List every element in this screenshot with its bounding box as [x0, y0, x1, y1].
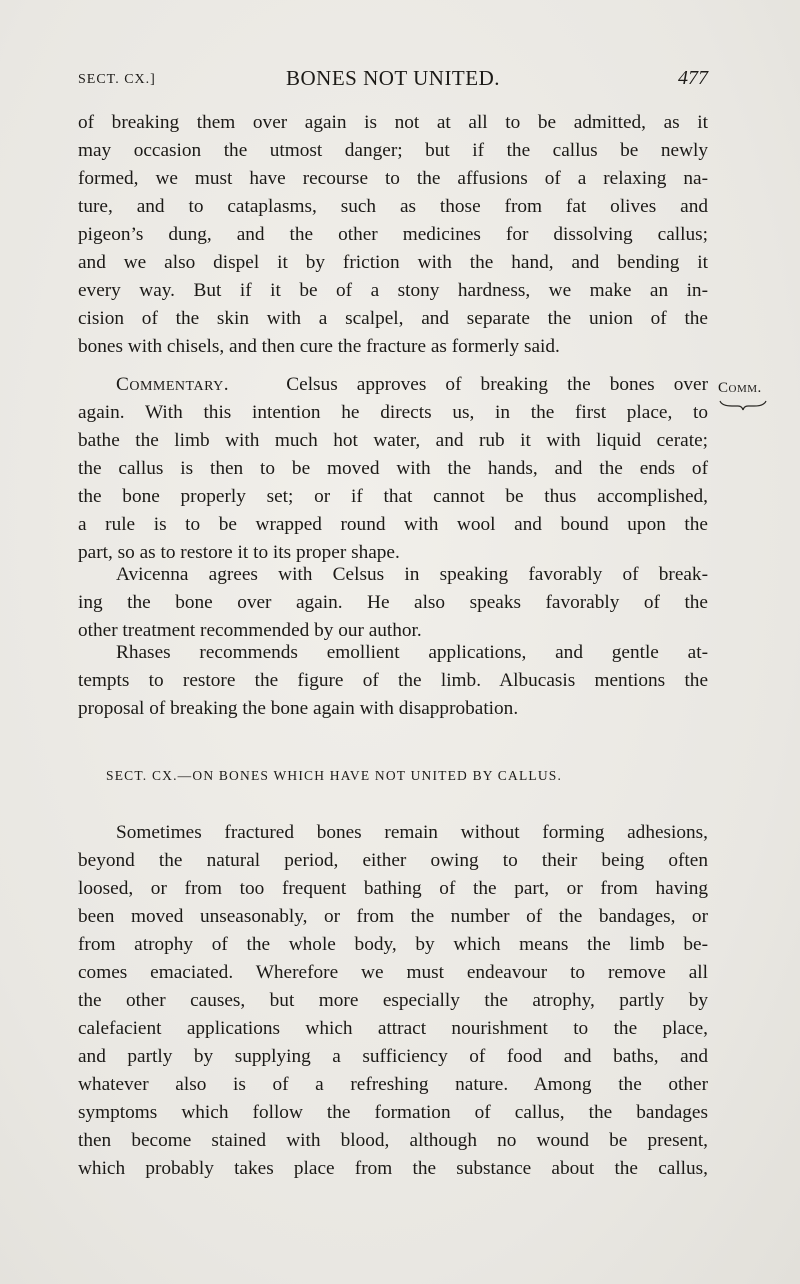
header-section-ref: SECT. CX.] [78, 72, 156, 87]
text-line: then become stained with blood, although no wound be present, [78, 1130, 708, 1151]
margin-note-comm: Comm. [718, 380, 762, 396]
text-line: Rhases recommends emollient applications, and gentle at- [116, 642, 708, 663]
text-line: a rule is to be wrapped round with wool and bound upon the [78, 514, 708, 535]
text-line: bones with chisels, and then cure the fracture as formerly said. [78, 336, 560, 357]
text-line: whatever also is of a refreshing nature. Among the other [78, 1074, 708, 1095]
running-header [78, 66, 708, 94]
text-line: the other causes, but more especially the atrophy, partly by [78, 990, 708, 1011]
text-line: bathe the limb with much hot water, and rub it with liquid cerate; [78, 430, 708, 451]
text-line: of breaking them over again is not at all to be admitted, as it [78, 112, 708, 133]
text-line: part, so as to restore it to its proper shape. [78, 542, 400, 563]
section-body-paragraph [78, 819, 708, 1183]
text-line: proposal of breaking the bone again with disapprobation. [78, 698, 519, 719]
text-line: Sometimes fractured bones remain without forming adhesions, [116, 822, 708, 843]
text-line: every way. But if it be of a stony hardness, we make an in- [78, 280, 708, 301]
text-line: tempts to restore the figure of the limb. Albucasis mentions the [78, 670, 708, 691]
text-line: cision of the skin with a scalpel, and separate the union of the [78, 308, 708, 329]
text-line: calefacient applications which attract nourishment to the place, [78, 1018, 708, 1039]
text-line: may occasion the utmost danger; but if the callus be newly [78, 140, 708, 161]
text-line: comes emaciated. Wherefore we must endeavour to remove all [78, 962, 708, 983]
text-line: loosed, or from too frequent bathing of the part, or from having [78, 878, 708, 899]
text-line: beyond the natural period, either owing to their being often [78, 850, 708, 871]
text-line: ture, and to cataplasms, such as those from fat olives and [78, 196, 708, 217]
commentary-first-line [78, 371, 708, 399]
paragraph-continuation [78, 109, 708, 361]
text-line: the bone properly set; or if that cannot be thus accomplished, [78, 486, 708, 507]
rhases-paragraph [78, 639, 708, 723]
page-number: 477 [678, 67, 708, 89]
text-line: formed, we must have recourse to the affusions of a relaxing na- [78, 168, 708, 189]
text-line: the callus is then to be moved with the hands, and the ends of [78, 458, 708, 479]
text-line: been moved unseasonably, or from the number of the bandages, or [78, 906, 708, 927]
commentary-label: Commentary. [116, 374, 230, 395]
text-line: other treatment recommended by our author. [78, 620, 422, 641]
text-line: ing the bone over again. He also speaks favorably of the [78, 592, 708, 613]
avicenna-paragraph [78, 561, 708, 645]
text-line: Avicenna agrees with Celsus in speaking favorably of break- [116, 564, 708, 585]
commentary-paragraph [78, 371, 708, 567]
text-line: symptoms which follow the formation of callus, the bandages [78, 1102, 708, 1123]
text-line: and partly by supplying a sufficiency of food and baths, and [78, 1046, 708, 1067]
text-line: which probably takes place from the substance about the callus, [78, 1158, 708, 1179]
text-line: pigeon’s dung, and the other medicines for dissolving callus; [78, 224, 708, 245]
section-heading: SECT. CX.—ON BONES WHICH HAVE NOT UNITED BY CALLUS. [106, 768, 563, 783]
margin-brace-icon [718, 398, 768, 412]
header-title: BONES NOT UNITED. [285, 66, 501, 90]
commentary-first-line-text: Celsus approves of breaking the bones over [286, 374, 709, 395]
text-line: and we also dispel it by friction with the hand, and bending it [78, 252, 708, 273]
text-line: again. With this intention he directs us, in the first place, to [78, 402, 708, 423]
text-line: from atrophy of the whole body, by which means the limb be- [78, 934, 708, 955]
